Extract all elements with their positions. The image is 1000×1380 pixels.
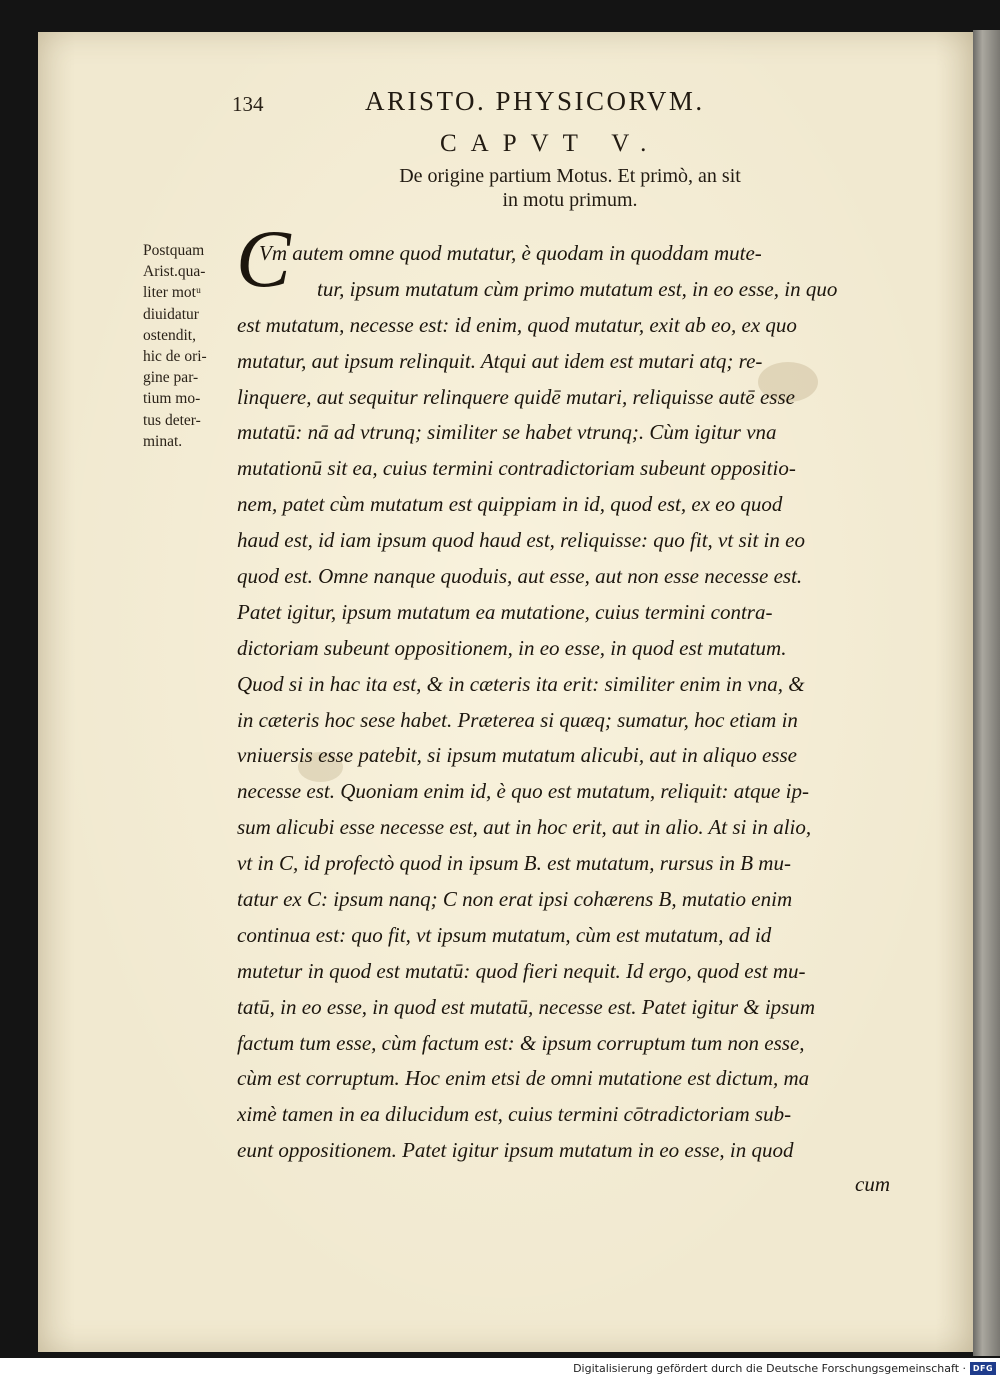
book-edge (973, 30, 1000, 1356)
marginal-note-line: tus deter- (143, 411, 201, 429)
body-text (237, 236, 907, 1169)
marginal-note-line: Arist.qua- (143, 263, 206, 281)
digitization-credit: Digitalisierung gefördert durch die Deutsche Forschungsgemeinschaft · (573, 1362, 966, 1375)
chapter-title: CAPVT V. (440, 130, 661, 157)
catchword: cum (855, 1172, 890, 1196)
text-line: factum tum esse, cùm factum est: & ipsum corruptum tum non esse, (237, 1030, 805, 1055)
drop-cap: C (236, 213, 291, 304)
subtitle-line: De origine partium Motus. Et primò, an sit (399, 165, 741, 187)
text-line: Vm autem omne quod mutatur, è quodam in quoddam mute- (259, 241, 762, 265)
text-line: est mutatum, necesse est: id enim, quod mutatur, exit ab eo, ex quo (237, 312, 797, 337)
running-head: ARISTO. PHYSICORVM. (365, 86, 705, 116)
marginal-note-line: gine par- (143, 369, 199, 387)
text-line: Quod si in hac ita est, & in cæteris ita erit: similiter enim in vna, & (237, 671, 805, 696)
text-line: mutetur in quod est mutatū: quod fieri nequit. Id ergo, quod est mu- (237, 958, 806, 983)
text-line: dictoriam subeunt oppositionem, in eo esse, in quod est mutatum. (237, 635, 787, 660)
text-line: eunt oppositionem. Patet igitur ipsum mutatum in eo esse, in quod (237, 1138, 794, 1163)
marginal-note-line: hic de ori- (143, 348, 207, 366)
subtitle-line: in motu primum. (502, 189, 638, 211)
text-line: tatur ex C: ipsum nanq; C non erat ipsi cohærens B, mutatio enim (237, 887, 793, 912)
text-line: continua est: quo fit, vt ipsum mutatum, cùm est mutatum, ad id (237, 922, 772, 947)
text-line: necesse est. Quoniam enim id, è quo est mutatum, reliquit: atque ip- (237, 779, 809, 804)
text-line: nem, patet cùm mutatum est quippiam in id, quod est, ex eo quod (237, 492, 783, 517)
chapter-subtitle (355, 164, 785, 212)
text-line: cùm est corruptum. Hoc enim etsi de omni mutatione est dictum, ma (237, 1066, 810, 1091)
marginal-note-line: Postquam (143, 242, 205, 259)
text-line: vniuersis esse patebit, si ipsum mutatum alicubi, aut in aliquo esse (237, 743, 797, 768)
text-line: tatū, in eo esse, in quod est mutatū, necesse est. Patet igitur & ipsum (237, 994, 816, 1019)
text-line: sum alicubi esse necesse est, aut in hoc erit, aut in alio. At si in alio, (237, 815, 812, 840)
text-line: haud est, id iam ipsum quod haud est, reliquisse: quo fit, vt sit in eo (237, 528, 805, 553)
text-line: ximè tamen in ea dilucidum est, cuius termini cōtradictoriam sub- (237, 1102, 792, 1127)
text-line: Patet igitur, ipsum mutatum ea mutatione, cuius termini contra- (237, 599, 773, 624)
text-line: quod est. Omne nanque quoduis, aut esse, aut non esse necesse est. (237, 564, 803, 589)
text-line: in cæteris hoc sese habet. Præterea si quæq; sumatur, hoc etiam in (237, 707, 798, 732)
text-line: vt in C, id profectò quod in ipsum B. est mutatum, rursus in B mu- (237, 851, 791, 876)
marginal-note-line: diuidatur (143, 305, 199, 323)
text-line: tur, ipsum mutatum cùm primo mutatum est, in eo esse, in quo (317, 276, 838, 301)
text-line: linquere, aut sequitur relinquere quidē mutari, reliquisse autē esse (237, 384, 795, 409)
text-line: mutatur, aut ipsum relinquit. Atqui aut idem est mutari atq; re- (237, 348, 763, 373)
marginal-note-line: tium mo- (143, 390, 201, 408)
marginal-note (143, 240, 235, 452)
text-line: mutationū sit ea, cuius termini contradictoriam subeunt oppositio- (237, 456, 796, 481)
page-number: 134 (232, 92, 264, 116)
marginal-note-line: ostendit, (143, 326, 196, 344)
marginal-note-line: minat. (143, 432, 183, 450)
text-line: mutatū: nā ad vtrunq; similiter se habet vtrunq;. Cùm igitur vna (237, 420, 777, 445)
dfg-logo: DFG (970, 1362, 996, 1375)
marginal-note-line: liter motᵘ (143, 284, 202, 302)
